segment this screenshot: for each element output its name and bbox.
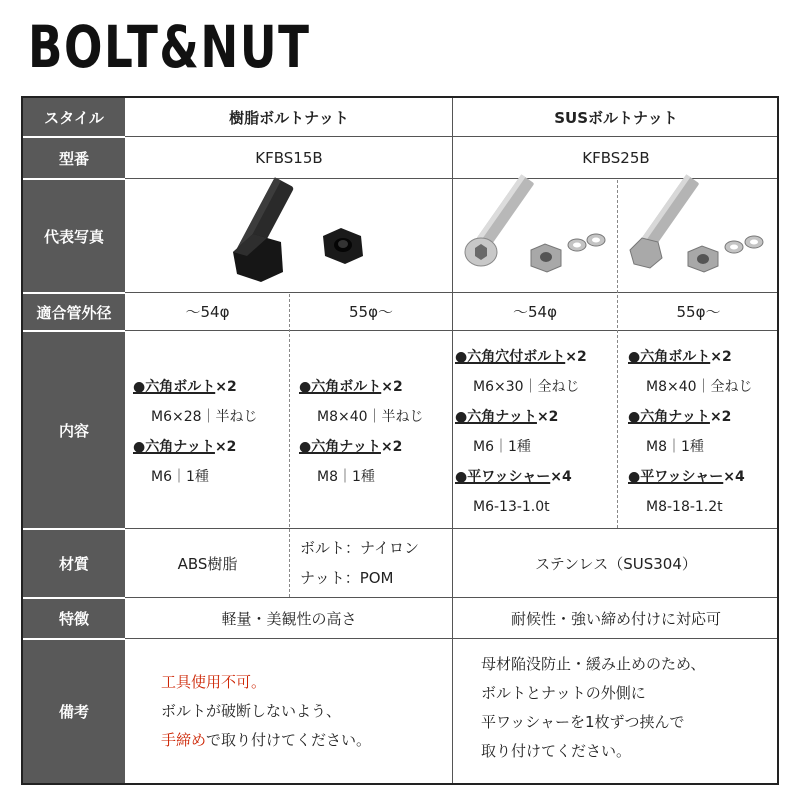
remark-line	[161, 726, 371, 755]
item-spec: M8×40｜半ねじ	[317, 409, 424, 425]
socket-bolt-washer-photo	[453, 190, 618, 290]
item-qty: ×4	[550, 469, 572, 485]
model-resin: KFBS15B	[255, 148, 323, 167]
pipe-c3: ～54φ	[513, 303, 557, 321]
item-name: ●六角ボルト	[299, 379, 382, 395]
item-name: ●六角ナット	[455, 409, 537, 425]
item-qty: ×2	[709, 409, 732, 425]
item-spec: M8×40｜全ねじ	[646, 379, 753, 395]
page-title: BOLT&NUT	[28, 13, 311, 81]
warning-text: 工具使用不可。	[161, 673, 267, 691]
feature-resin: 軽量・美観性の高さ	[221, 609, 357, 628]
hex-bolt-washer-photo	[618, 190, 783, 290]
row-divider	[125, 178, 777, 179]
item-qty: ×4	[723, 469, 745, 485]
black-bolt-nut-photo	[223, 194, 383, 284]
material-c2	[290, 529, 452, 597]
hand-tighten-text: 手締め	[161, 731, 207, 749]
header-photo: 代表写真	[23, 180, 125, 292]
item-qty: ×2	[536, 409, 559, 425]
spec-table	[21, 96, 779, 785]
header-model: 型番	[23, 138, 125, 178]
item-spec: M6×30｜全ねじ	[473, 379, 580, 395]
remarks-resin	[161, 668, 371, 755]
header-contents: 内容	[23, 332, 125, 528]
remark-line: ボルトとナットの外側に	[481, 684, 646, 702]
contents-c1	[133, 372, 258, 492]
contents-c2	[299, 372, 424, 492]
remark-line: 取り付けてください。	[481, 742, 632, 760]
column-title-resin: 樹脂ボルトナット	[229, 108, 349, 127]
row-divider	[125, 638, 777, 639]
item-qty: ×2	[380, 439, 403, 455]
remark-line: ボルトが破断しないよう、	[161, 702, 342, 720]
item-name: ●六角ナット	[133, 439, 215, 455]
header-pipe: 適合管外径	[23, 294, 125, 330]
remark-line: 母材陥没防止・緩み止めのため、	[481, 655, 706, 673]
model-sus: KFBS25B	[582, 148, 650, 167]
item-name: ●六角ナット	[628, 409, 710, 425]
item-name: ●六角穴付ボルト	[455, 349, 566, 365]
item-qty: ×2	[710, 349, 732, 365]
material-bolt: ボルト：ナイロン	[300, 539, 419, 557]
item-name: ●平ワッシャー	[628, 469, 724, 485]
pipe-c4: 55φ～	[676, 303, 721, 321]
item-qty: ×2	[215, 379, 237, 395]
remark-line-rest: で取り付けてください。	[206, 731, 372, 749]
item-qty: ×2	[214, 439, 237, 455]
item-spec: M6×28｜半ねじ	[151, 409, 258, 425]
header-remarks: 備考	[23, 640, 125, 783]
material-c1: ABS樹脂	[177, 554, 238, 573]
item-spec: M6-13-1.0t	[473, 499, 550, 515]
item-name: ●平ワッシャー	[455, 469, 551, 485]
item-name: ●六角ボルト	[133, 379, 216, 395]
header-material: 材質	[23, 530, 125, 597]
item-name: ●六角ナット	[299, 439, 381, 455]
item-spec: M8-18-1.2t	[646, 499, 723, 515]
remark-line: 平ワッシャーを1枚ずつ挟んで	[481, 713, 685, 731]
header-feature: 特徴	[23, 599, 125, 638]
feature-sus: 耐候性・強い締め付けに対応可	[510, 609, 721, 628]
item-spec: M6｜1種	[473, 439, 531, 455]
pipe-c2: 55φ～	[349, 303, 393, 321]
header-style: スタイル	[23, 98, 125, 136]
contents-c3	[455, 342, 587, 522]
row-divider	[125, 330, 777, 331]
column-title-sus: SUSボルトナット	[554, 108, 678, 127]
item-qty: ×2	[565, 349, 587, 365]
item-spec: M6｜1種	[151, 469, 209, 485]
item-spec: M8｜1種	[646, 439, 704, 455]
item-spec: M8｜1種	[317, 469, 375, 485]
material-nut: ナット：POM	[300, 569, 394, 587]
item-qty: ×2	[381, 379, 403, 395]
contents-c4	[628, 342, 753, 522]
material-sus: ステンレス（SUS304）	[535, 554, 697, 573]
pipe-c1: ～54φ	[185, 303, 230, 321]
remarks-sus	[481, 650, 705, 766]
item-name: ●六角ボルト	[628, 349, 711, 365]
